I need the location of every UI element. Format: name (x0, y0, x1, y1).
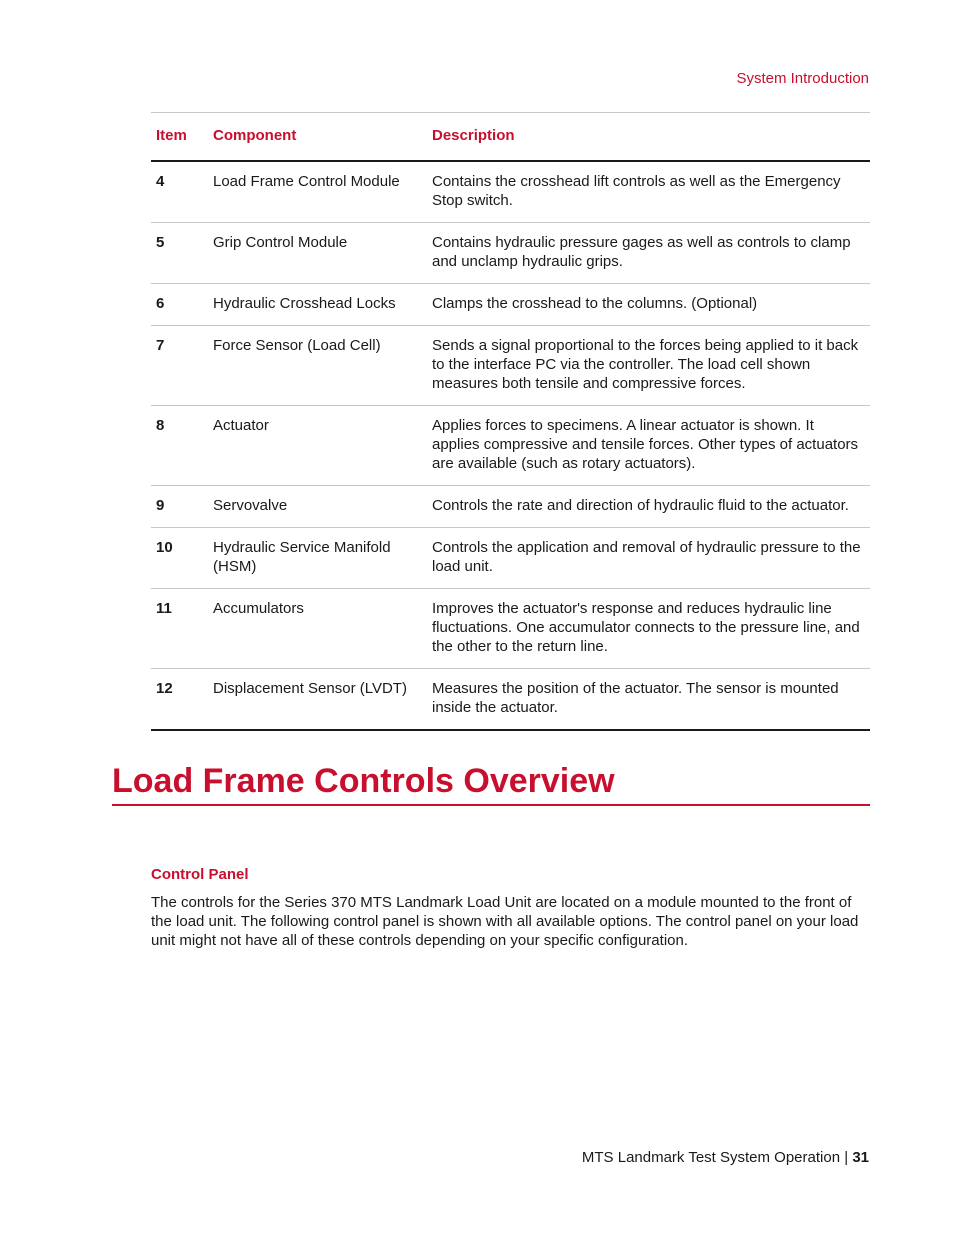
row-component: Accumulators (208, 589, 427, 669)
row-item: 9 (151, 486, 208, 528)
body-paragraph: The controls for the Series 370 MTS Landmark Load Unit are located on a module mounted to the front of the load unit. The following control panel is shown with all available options. The control panel on your load unit might not have all of these controls depending on your specific configuration. (151, 894, 859, 949)
table-row (151, 669, 870, 731)
row-description: Clamps the crosshead to the columns. (Optional) (427, 284, 870, 326)
row-description: Measures the position of the actuator. The sensor is mounted inside the actuator. (427, 669, 870, 731)
table-row (151, 161, 870, 223)
section-title: Load Frame Controls Overview (112, 760, 870, 806)
row-description: Contains the crosshead lift controls as well as the Emergency Stop switch. (427, 161, 870, 223)
row-component: Servovalve (208, 486, 427, 528)
row-component: Force Sensor (Load Cell) (208, 326, 427, 406)
row-component: Actuator (208, 406, 427, 486)
row-item: 5 (151, 223, 208, 284)
row-component: Grip Control Module (208, 223, 427, 284)
row-component: Displacement Sensor (LVDT) (208, 669, 427, 731)
page-footer (582, 1149, 869, 1166)
row-description: Sends a signal proportional to the forces being applied to it back to the interface PC via the controller. The load cell shown measures both tensile and compressive forces. (427, 326, 870, 406)
table-row (151, 284, 870, 326)
header-description: Description (427, 113, 870, 162)
row-item: 7 (151, 326, 208, 406)
footer-separator: | (844, 1149, 849, 1166)
row-description: Contains hydraulic pressure gages as well as controls to clamp and unclamp hydraulic grips. (427, 223, 870, 284)
subheading-control-panel: Control Panel (151, 866, 249, 883)
component-table-container (151, 112, 870, 731)
component-table (151, 112, 870, 731)
table-row (151, 486, 870, 528)
row-description: Controls the rate and direction of hydraulic fluid to the actuator. (427, 486, 870, 528)
running-header: System Introduction (736, 70, 869, 87)
row-component: Hydraulic Crosshead Locks (208, 284, 427, 326)
table-row (151, 589, 870, 669)
row-item: 6 (151, 284, 208, 326)
row-component: Hydraulic Service Manifold (HSM) (208, 528, 427, 589)
table-row (151, 528, 870, 589)
table-row (151, 406, 870, 486)
table-body (151, 161, 870, 730)
row-item: 12 (151, 669, 208, 731)
table-header-row (151, 113, 870, 162)
header-item: Item (151, 113, 208, 162)
table-row (151, 326, 870, 406)
header-component: Component (208, 113, 427, 162)
row-item: 10 (151, 528, 208, 589)
page-number: 31 (852, 1149, 869, 1166)
row-item: 8 (151, 406, 208, 486)
row-description: Controls the application and removal of hydraulic pressure to the load unit. (427, 528, 870, 589)
footer-doc-title: MTS Landmark Test System Operation (581, 1149, 841, 1166)
table-row (151, 223, 870, 284)
row-component: Load Frame Control Module (208, 161, 427, 223)
row-description: Improves the actuator's response and reduces hydraulic line fluctuations. One accumulator connects to the pressure line, and the other to the return line. (427, 589, 870, 669)
row-item: 4 (151, 161, 208, 223)
row-description: Applies forces to specimens. A linear actuator is shown. It applies compressive and tensile forces. Other types of actuators are available (such as rotary actuators). (427, 406, 870, 486)
row-item: 11 (151, 589, 208, 669)
